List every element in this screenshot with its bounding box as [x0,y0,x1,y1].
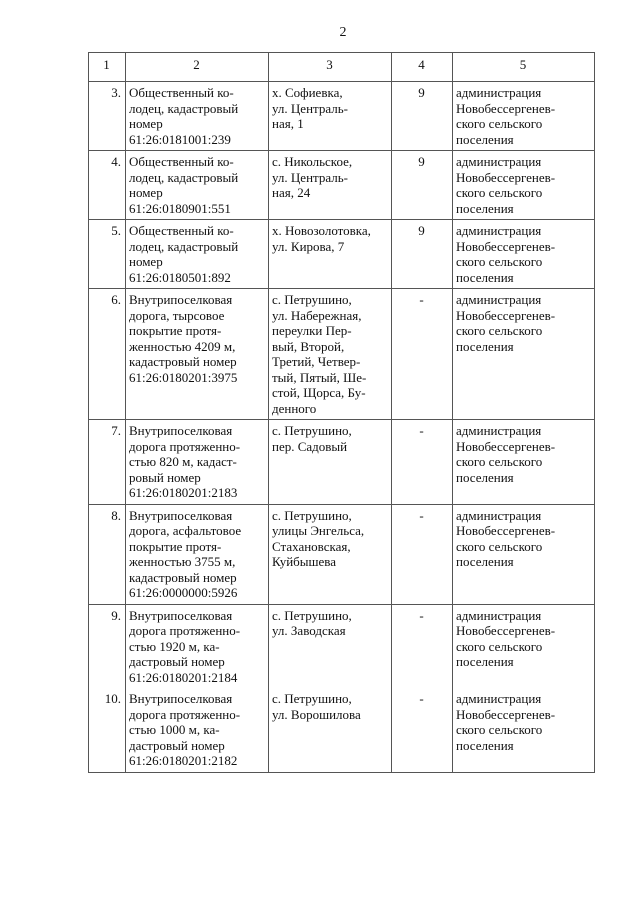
length-cell [392,151,453,220]
address-cell-text: с. Петрушино, ул. Набережная, переулки Пер- вый, Второй, Третий, Четвер- тый, Пятый, Ше- стой, Щорса, Бу- денного [272,292,367,416]
owner-cell-text: администрация Новобессергенев- ского сельского поселения [456,85,556,147]
row-number-cell-text: 9. [111,607,121,623]
row-number-cell [89,220,126,289]
property-table [88,52,595,773]
object-description-cell [126,82,269,151]
row-number-cell-text: 4. [111,154,121,169]
length-cell-text: 9 [418,85,425,100]
row-number-cell [89,151,126,220]
address-cell [269,220,392,289]
owner-cell [453,220,595,289]
address-cell [269,82,392,151]
table-header-row [89,53,595,82]
table-row [89,151,595,220]
length-cell [392,604,453,688]
length-cell-text: - [419,691,424,706]
address-cell-text: с. Петрушино, пер. Садовый [272,423,352,454]
row-number-cell [89,82,126,151]
row-number-cell [89,504,126,604]
address-cell-text: с. Петрушино, улицы Энгельса, Стахановская, Куйбышева [272,507,365,569]
address-cell [269,688,392,772]
object-description-cell-text: Внутрипоселковая дорога, тырсовое покрытие протя- женностью 4209 м, кадастровый номер 61:26:0180201:3975 [129,292,238,385]
table-row [89,504,595,604]
length-cell [392,420,453,505]
length-cell [392,504,453,604]
row-number-cell-text: 6. [111,292,121,307]
owner-cell [453,151,595,220]
length-cell [392,289,453,420]
address-cell [269,504,392,604]
owner-cell-text: администрация Новобессергенев- ского сельского поселения [456,507,556,569]
object-description-cell-text: Общественный ко- лодец, кадастровый номер 61:26:0180501:892 [129,223,239,285]
owner-cell-text: администрация Новобессергенев- ского сельского поселения [456,292,556,354]
owner-cell [453,289,595,420]
address-cell-text: с. Петрушино, ул. Заводская [272,607,352,638]
owner-cell-text: администрация Новобессергенев- ского сельского поселения [456,154,556,216]
length-cell-text: - [419,423,424,438]
length-cell [392,82,453,151]
owner-cell-text: администрация Новобессергенев- ского сельского поселения [456,691,556,753]
row-number-cell [89,420,126,505]
length-cell-text: 9 [418,223,425,238]
length-cell-text: 9 [418,154,425,169]
object-description-cell-text: Внутрипоселковая дорога протяженно- стью 1920 м, ка- дастровый номер 61:26:0180201:2184 [129,607,241,685]
owner-cell-text: администрация Новобессергенев- ского сельского поселения [456,607,556,669]
length-cell-text: - [419,607,424,623]
length-cell [392,220,453,289]
object-description-cell [126,604,269,688]
table-row [89,420,595,505]
row-number-cell-text: 8. [111,507,121,523]
address-cell-text: с. Петрушино, ул. Ворошилова [272,691,361,722]
address-cell-text: с. Никольское, ул. Централь- ная, 24 [272,154,353,200]
table-row [89,289,595,420]
table-row [89,688,595,772]
page-number: 2 [339,25,347,40]
length-cell [392,688,453,772]
address-cell-text: х. Новозолотовка, ул. Кирова, 7 [272,223,371,254]
owner-cell-text: администрация Новобессергенев- ского сельского поселения [456,423,556,485]
object-description-cell-text: Внутрипоселковая дорога протяженно- стью 1000 м, ка- дастровый номер 61:26:0180201:2182 [129,691,241,768]
table-body [89,82,595,773]
object-description-cell [126,220,269,289]
row-number-cell [89,688,126,772]
row-number-cell-text: 7. [111,423,121,438]
object-description-cell-text: Общественный ко- лодец, кадастровый номер 61:26:0180901:551 [129,154,239,216]
object-description-cell-text: Внутрипоселковая дорога, асфальтовое покрытие протя- женностью 3755 м, кадастровый номер 61:26:0000000:5926 [129,507,242,600]
row-number-cell-text: 10. [104,691,121,706]
length-cell-text: - [419,507,424,523]
column-header-5: 5 [453,53,595,82]
column-header-1: 1 [89,53,126,82]
object-description-cell-text: Внутрипоселковая дорога протяженно- стью 820 м, кадаст- ровый номер 61:26:0180201:2183 [129,423,241,500]
object-description-cell [126,420,269,505]
owner-cell [453,82,595,151]
address-cell [269,604,392,688]
row-number-cell-text: 3. [111,85,121,100]
owner-cell-text: администрация Новобессергенев- ского сельского поселения [456,223,556,285]
owner-cell [453,504,595,604]
length-cell-text: - [419,292,424,307]
owner-cell [453,420,595,505]
owner-cell [453,604,595,688]
table-row [89,604,595,688]
row-number-cell [89,604,126,688]
column-header-3: 3 [269,53,392,82]
address-cell [269,289,392,420]
table-row [89,82,595,151]
object-description-cell [126,289,269,420]
column-header-4: 4 [392,53,453,82]
row-number-cell-text: 5. [111,223,121,238]
column-header-2: 2 [126,53,269,82]
address-cell-text: х. Софиевка, ул. Централь- ная, 1 [272,85,349,131]
object-description-cell [126,688,269,772]
row-number-cell [89,289,126,420]
object-description-cell [126,151,269,220]
address-cell [269,420,392,505]
address-cell [269,151,392,220]
owner-cell [453,688,595,772]
object-description-cell-text: Общественный ко- лодец, кадастровый номер 61:26:0181001:239 [129,85,239,147]
table-row [89,220,595,289]
object-description-cell [126,504,269,604]
